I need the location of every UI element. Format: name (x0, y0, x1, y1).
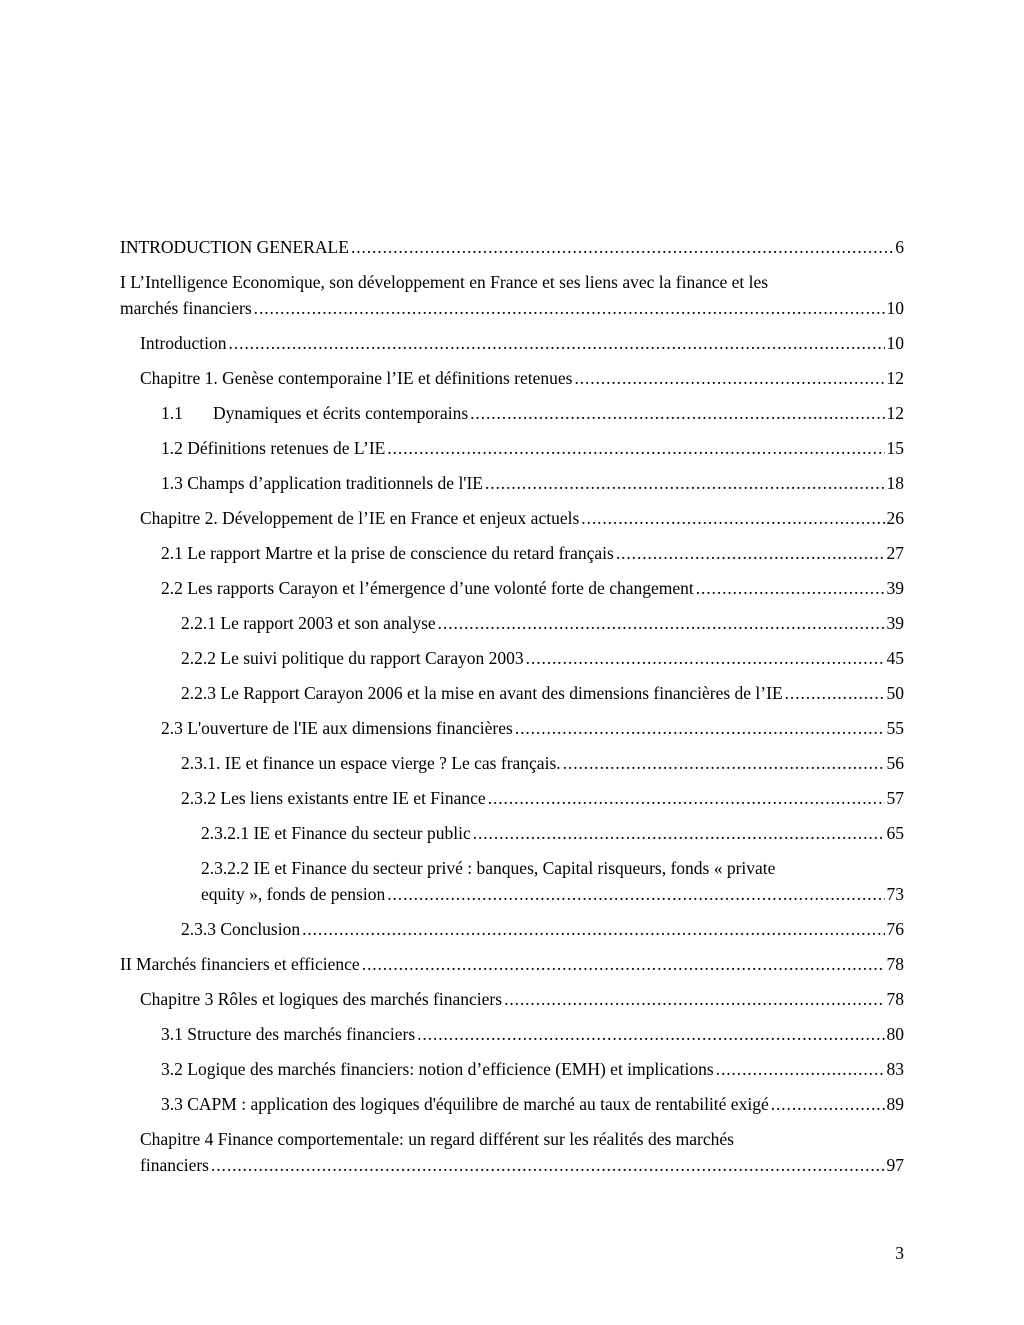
toc-entry-page: 65 (886, 823, 904, 843)
toc-entry-line (161, 470, 904, 496)
toc-entry-line (181, 610, 904, 636)
toc-entry[interactable] (120, 715, 904, 741)
toc-entry-page: 76 (886, 919, 904, 939)
toc-entry-line (140, 365, 904, 391)
toc-entry-title: 2.2.2 Le suivi politique du rapport Carayon 2003 (181, 648, 524, 668)
toc-entry-line (140, 505, 904, 531)
toc-entry[interactable] (120, 820, 904, 846)
toc-entry[interactable] (120, 505, 904, 531)
dot-leader (351, 234, 893, 260)
toc-entry[interactable] (120, 986, 904, 1012)
toc-entry-title-text: Dynamiques et écrits contemporains (213, 403, 469, 423)
toc-entry-page: 18 (886, 473, 904, 493)
toc-entry[interactable] (120, 1126, 904, 1178)
toc-entry-title: 2.2 Les rapports Carayon et l’émergence d’une volonté forte de changement (161, 578, 694, 598)
dot-leader (254, 295, 885, 321)
dot-leader (696, 575, 885, 601)
toc-entry-page: 27 (886, 543, 904, 563)
toc-entry-title: Introduction (140, 333, 227, 353)
toc-entry[interactable] (120, 365, 904, 391)
dot-leader (563, 750, 885, 776)
toc-entry[interactable] (120, 855, 904, 907)
toc-entry[interactable] (120, 916, 904, 942)
toc-entry-page: 12 (886, 403, 904, 423)
toc-entry-line (161, 1021, 904, 1047)
toc-entry-page: 39 (886, 578, 904, 598)
toc-entry-line (161, 1091, 904, 1117)
toc-entry[interactable] (120, 540, 904, 566)
toc-entry-title: 2.3.1. IE et finance un espace vierge ? Le cas français. (181, 753, 561, 773)
toc-entry[interactable] (120, 785, 904, 811)
toc-entry-page: 89 (886, 1094, 904, 1114)
toc-entry-title (161, 400, 468, 426)
toc-entry-title: financiers (140, 1155, 209, 1175)
toc-entry-title: 3.2 Logique des marchés financiers: notion d’efficience (EMH) et implications (161, 1059, 714, 1079)
dot-leader (771, 1091, 885, 1117)
toc-entry-page: 55 (886, 718, 904, 738)
dot-leader (302, 916, 884, 942)
toc-entry[interactable] (120, 610, 904, 636)
toc-entry-title: 2.2.1 Le rapport 2003 et son analyse (181, 613, 436, 633)
toc-entry-line (120, 951, 904, 977)
toc-entry-page: 6 (895, 237, 904, 257)
toc-entry-title: II Marchés financiers et efficience (120, 954, 360, 974)
dot-leader (387, 435, 884, 461)
toc-entry-title: 2.3.2.1 IE et Finance du secteur public (201, 823, 471, 843)
toc-entry-page: 78 (886, 954, 904, 974)
toc-entry-page: 97 (886, 1155, 904, 1175)
toc-entry-line (161, 1056, 904, 1082)
toc-entry-line (161, 715, 904, 741)
toc-entry-line (120, 295, 904, 321)
toc-entry-line (161, 400, 904, 426)
toc-entry-number: 1.1 (161, 403, 183, 423)
dot-leader (417, 1021, 884, 1047)
toc-entry-line (161, 540, 904, 566)
toc-entry-page: 15 (886, 438, 904, 458)
toc-entry-line (140, 1152, 904, 1178)
toc-entry-page: 10 (886, 298, 904, 318)
toc-entry-title: 3.3 CAPM : application des logiques d'équilibre de marché au taux de rentabilité exigé (161, 1094, 769, 1114)
toc-entry-title: 2.2.3 Le Rapport Carayon 2006 et la mise en avant des dimensions financières de l’IE (181, 683, 783, 703)
dot-leader (485, 470, 885, 496)
dot-leader (473, 820, 885, 846)
dot-leader (362, 951, 885, 977)
toc-entry-title: 1.3 Champs d’application traditionnels de l'IE (161, 473, 483, 493)
toc-entry-title: 2.1 Le rapport Martre et la prise de conscience du retard français (161, 543, 614, 563)
toc-entry-title: 2.3.2 Les liens existants entre IE et Finance (181, 788, 486, 808)
toc-entry[interactable] (120, 951, 904, 977)
dot-leader (470, 400, 884, 426)
toc-entry-page: 12 (886, 368, 904, 388)
dot-leader (785, 680, 885, 706)
toc-entry-page: 78 (886, 989, 904, 1009)
toc-entry-line (181, 680, 904, 706)
dot-leader (387, 881, 884, 907)
toc-entry-page: 57 (886, 788, 904, 808)
toc-entry[interactable] (120, 400, 904, 426)
toc-entry-page: 73 (886, 884, 904, 904)
toc-entry[interactable] (120, 330, 904, 356)
toc-entry-page: 83 (886, 1059, 904, 1079)
toc-entry-title: 3.1 Structure des marchés financiers (161, 1024, 416, 1044)
toc-entry-page: 80 (886, 1024, 904, 1044)
toc-entry-page: 56 (886, 753, 904, 773)
toc-entry-line (181, 645, 904, 671)
toc-entry[interactable] (120, 750, 904, 776)
dot-leader (581, 505, 884, 531)
toc-entry-title: Chapitre 1. Genèse contemporaine l’IE et définitions retenues (140, 368, 573, 388)
toc-entry-line (201, 820, 904, 846)
toc-entry-title: marchés financiers (120, 298, 252, 318)
toc-entry[interactable] (120, 1056, 904, 1082)
dot-leader (526, 645, 885, 671)
toc-entry-title: Chapitre 2. Développement de l’IE en France et enjeux actuels (140, 508, 580, 528)
toc-entry-line (201, 881, 904, 907)
dot-leader (438, 610, 885, 636)
toc-entry[interactable] (120, 234, 904, 260)
dot-leader (515, 715, 885, 741)
toc-entry[interactable] (120, 575, 904, 601)
dot-leader (504, 986, 884, 1012)
toc-entry[interactable] (120, 645, 904, 671)
dot-leader (211, 1152, 885, 1178)
toc-entry[interactable] (120, 1091, 904, 1117)
toc-entry-title: INTRODUCTION GENERALE (120, 237, 349, 257)
toc-entry-page: 10 (886, 333, 904, 353)
toc-entry-line (120, 234, 904, 260)
toc-entry-line (181, 785, 904, 811)
toc-entry-page: 45 (886, 648, 904, 668)
toc-entry[interactable] (120, 680, 904, 706)
toc-entry-page: 26 (886, 508, 904, 528)
toc-entry-title: equity », fonds de pension (201, 884, 386, 904)
toc-entry-title: 1.2 Définitions retenues de L’IE (161, 438, 386, 458)
toc-entry[interactable] (120, 269, 904, 321)
toc-entry-page: 39 (886, 613, 904, 633)
dot-leader (616, 540, 885, 566)
toc-entry[interactable] (120, 1021, 904, 1047)
toc-entry-title-line: I L’Intelligence Economique, son développement en France et ses liens avec la finance et les (120, 272, 769, 292)
toc-entry-line (161, 575, 904, 601)
toc-entry-line (161, 435, 904, 461)
dot-leader (574, 365, 884, 391)
table-of-contents (120, 234, 904, 1187)
toc-entry-title: 2.3 L'ouverture de l'IE aux dimensions financières (161, 718, 513, 738)
page-number: 3 (895, 1243, 904, 1263)
toc-entry[interactable] (120, 470, 904, 496)
dot-leader (229, 330, 885, 356)
toc-entry-title-line: 2.3.2.2 IE et Finance du secteur privé : banques, Capital risqueurs, fonds « private (201, 858, 776, 878)
toc-entry-title: Chapitre 3 Rôles et logiques des marchés financiers (140, 989, 503, 1009)
dot-leader (716, 1056, 885, 1082)
toc-entry-line (181, 750, 904, 776)
toc-entry-page: 50 (886, 683, 904, 703)
toc-entry-line (140, 986, 904, 1012)
toc-entry-title: 2.3.3 Conclusion (181, 919, 301, 939)
toc-entry[interactable] (120, 435, 904, 461)
dot-leader (488, 785, 885, 811)
toc-entry-line (181, 916, 904, 942)
toc-entry-title-line: Chapitre 4 Finance comportementale: un regard différent sur les réalités des marchés (140, 1129, 734, 1149)
toc-entry-line (140, 330, 904, 356)
